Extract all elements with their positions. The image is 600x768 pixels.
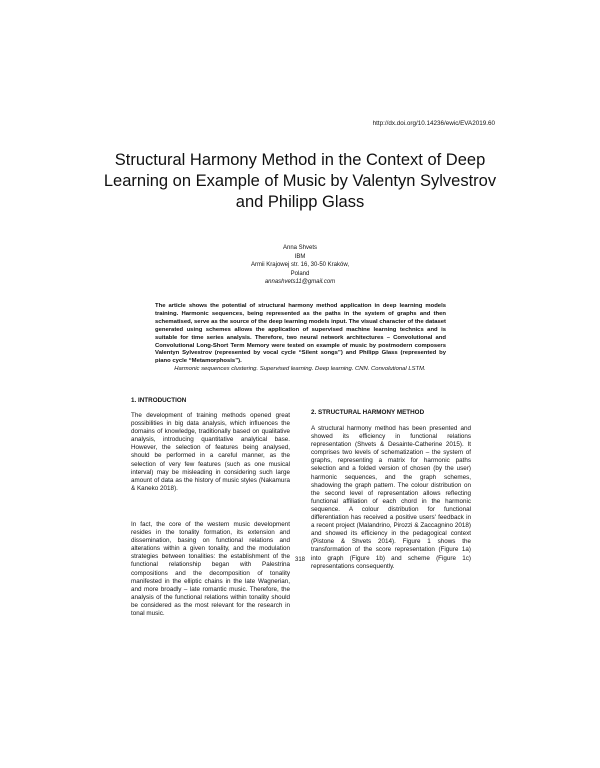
introduction-paragraph-1: The development of training methods opened great possibilities in big data analysis, which influences the domains of knowledge, traditionally based on qualitative analysis, introducing quantitative analytical base. However, the selection of features being analysed, should be performed in a careful manner, as the selection of very few features (such as one musical interval) may be misleading in considering such large amount of data as the history of music styles (Nakamura & Kaneko 2018). bbox=[131, 412, 290, 492]
author-name: Anna Shvets bbox=[282, 245, 318, 251]
author-address: Armii Krajowej str. 16, 30-50 Kraków, bbox=[250, 262, 350, 269]
section-heading-structural-harmony: 2. STRUCTURAL HARMONY METHOD bbox=[311, 409, 425, 416]
keywords: Harmonic sequences clustering. Supervised learning. Deep learning. CNN. Convolutional LSTM. bbox=[174, 366, 426, 372]
paper-title: Structural Harmony Method in the Context of Deep Learning on Example of Music by Valentyn Sylvestrov and Philipp Glass bbox=[103, 151, 497, 211]
section-heading-introduction: 1. INTRODUCTION bbox=[131, 397, 187, 404]
structural-harmony-paragraph-1: A structural harmony method has been presented and showed its efficiency in functional relations representation (Shvets & Desainte-Catherine 2015). It comprises two levels of schematization – the system of graphs, representing a matrix for harmonic paths selection and a folded version of chosen (by the user) harmonic sequences, and the graph schemes, shadowing the graph pattern. The colour distribution on the second level of representation allows reflecting functional affiliation of each chord in the harmonic sequence. A colour distribution for functional differentiation has received a positive users' feedback in a recent project (Malandrino, Pirozzi & Zaccagnino 2018) and showed its efficiency in the pedagogical context (Pistone & Shvets 2014). Figure 1 shows the transformation of the score representation (Figure 1a) into graph (Figure 1b) and scheme (Figure 1c) representations consequently. bbox=[311, 425, 471, 570]
page-number: 318 bbox=[294, 557, 305, 563]
introduction-paragraph-2: In fact, the core of the western music development resides in the tonality formation, its extension and dissemination, basing on functional relations and alterations within a given tonality, and the modulation strategies between tonalities: the establishment of the functional relationship began with Palestrina compositions and the decomposition of tonality manifested in the elliptic chains in the late Wagnerian, and more broadly – late romantic music. Therefore, the analysis of the functional relations within tonality should be considered as the most relevant for the research in tonal music. bbox=[131, 521, 290, 618]
author-email[interactable]: annashvets11@gmail.com bbox=[264, 279, 336, 286]
author-block bbox=[200, 244, 400, 287]
abstract: The article shows the potential of structural harmony method application in deep learning models training. Harmonic sequences, being represented as the paths in the system of graphs and then schematised, serve as the source of the deep learning models input. The visual character of the dataset generated using schemes allows the application of supervised machine learning technics and is suitable for time series analysis. Therefore, two neural network architectures – Convolutional and Convolutional Long-Short Term Memory were tested on example of music by postmodern composers Valentyn Sylvestrov (represented by vocal cycle “Silent songs”) and Philipp Glass (represented by piano cycle “Metamorphosis”). bbox=[155, 303, 446, 365]
author-country: Poland bbox=[290, 270, 310, 277]
doi-link[interactable]: http://dx.doi.org/10.14236/ewic/EVA2019.60 bbox=[372, 120, 495, 127]
author-organization: IBM bbox=[294, 253, 306, 260]
